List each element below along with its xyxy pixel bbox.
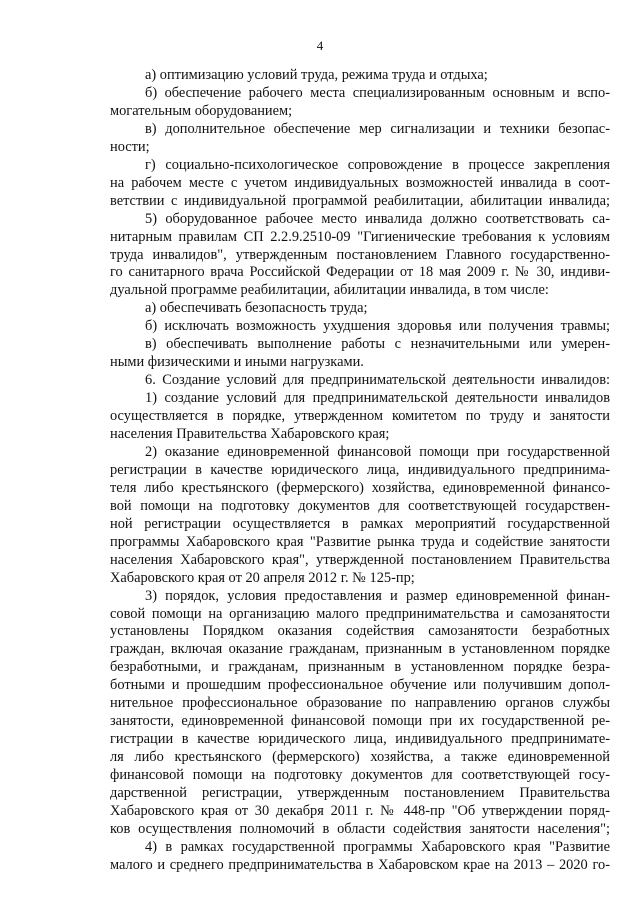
text-line: нительное профессиональное образование по направлению органов службы — [110, 695, 610, 712]
text-line: теля либо крестьянского (фермерского) хозяйства, единовременной финансо- — [110, 479, 610, 496]
text-line: ков осуществления полномочий в области содействия занятости населения"; — [110, 820, 610, 837]
text-line: ными физическими и иными нагрузками. — [110, 354, 364, 371]
text-line: установлены Порядком оказания содействия самозанятости безработных — [110, 623, 610, 640]
text-line: 3) порядок, условия предоставления и размер единовременной финан- — [145, 587, 610, 604]
text-line: ной регистрации осуществляется в рамках мероприятий государственной — [110, 515, 610, 532]
text-line: совой помощи на организацию малого предпринимательства и самозанятости — [110, 605, 610, 622]
text-line: дуальной программе реабилитации, абилитации инвалида, в том числе: — [110, 282, 549, 299]
text-line: граждан, включая оказание гражданам, признанным в установленном порядке — [110, 641, 610, 658]
text-line: ботными и прошедшим профессиональное обучение или получившим допол- — [110, 677, 610, 694]
text-line: ности; — [110, 138, 150, 155]
text-line: 6. Создание условий для предпринимательской деятельности инвалидов: — [145, 372, 610, 389]
text-line: 4) в рамках государственной программы Хабаровского края "Развитие — [145, 838, 610, 855]
text-line: населения Правительства Хабаровского края; — [110, 426, 390, 442]
text-line: дарственной регистрации, утвержденным постановлением Правительства — [110, 785, 610, 801]
text-line: ля либо крестьянского (фермерского) хозяйства, а также единовременной — [110, 749, 610, 766]
page-number: 4 — [316, 38, 324, 53]
text-line: безработными, и гражданам, признанным в установленном порядке безра- — [110, 659, 610, 676]
text-line: регистрации в качестве юридического лица, индивидуального предпринима- — [110, 461, 610, 478]
text-line: осуществляется в порядке, утвержденном комитетом по труду и занятости — [110, 408, 610, 425]
text-line: в) обеспечивать выполнение работы с незначительными или умерен- — [145, 336, 610, 353]
text-line: гистрации в качестве юридического лица, индивидуального предпринимате- — [110, 731, 610, 748]
text-line: г) социально-психологическое сопровождение в процессе закрепления — [145, 156, 610, 173]
text-line: занятости, единовременной финансовой помощи при их государственной ре- — [110, 713, 610, 730]
text-line: нитарным правилам СП 2.2.9.2510-09 "Гигиенические требования к условиям — [110, 228, 610, 245]
text-line: могательным оборудованием; — [110, 102, 293, 119]
text-line: вой помощи на подготовку документов для соответствующей государствен- — [110, 497, 610, 514]
text-line: Хабаровского края от 30 декабря 2011 г. № 448-пр "Об утверждении поряд- — [110, 802, 610, 819]
text-line: ветствии с индивидуальной программой реабилитации, абилитации инвалида; — [110, 192, 610, 209]
text-line: го санитарного врача Российской Федерации от 18 мая 2009 г. № 30, индиви- — [110, 264, 610, 281]
text-line: программы Хабаровского края "Развитие рынка труда и содействие занятости — [110, 533, 610, 550]
text-line: труда инвалидов", утвержденным постановлением Главного государственно- — [110, 246, 610, 263]
text-line: а) обеспечивать безопасность труда; — [145, 300, 368, 317]
text-line: 2) оказание единовременной финансовой помощи при государственной — [145, 443, 610, 460]
text-line: б) обеспечение рабочего места специализированным основным и вспо- — [145, 85, 610, 101]
text-line: населения Хабаровского края", утвержденной постановлением Правительства — [110, 551, 610, 568]
text-line: финансовой помощи на подготовку документов для соответствующей госу- — [110, 767, 610, 783]
text-line: б) исключать возможность ухудшения здоровья или получения травмы; — [145, 318, 610, 335]
text-line: а) оптимизацию условий труда, режима труда и отдыха; — [145, 67, 488, 83]
text-line: на рабочем месте с учетом индивидуальных возможностей инвалида в соот- — [110, 174, 610, 191]
text-line: Хабаровского края от 20 апреля 2012 г. № 125-пр; — [110, 569, 415, 586]
text-line: 5) оборудованное рабочее место инвалида должно соответствовать са- — [145, 210, 610, 227]
text-line: 1) создание условий для предпринимательской деятельности инвалидов — [145, 390, 610, 407]
text-line: в) дополнительное обеспечение мер сигнализации и техники безопас- — [145, 120, 610, 137]
text-line: малого и среднего предпринимательства в Хабаровском крае на 2013 – 2020 го- — [110, 856, 610, 873]
